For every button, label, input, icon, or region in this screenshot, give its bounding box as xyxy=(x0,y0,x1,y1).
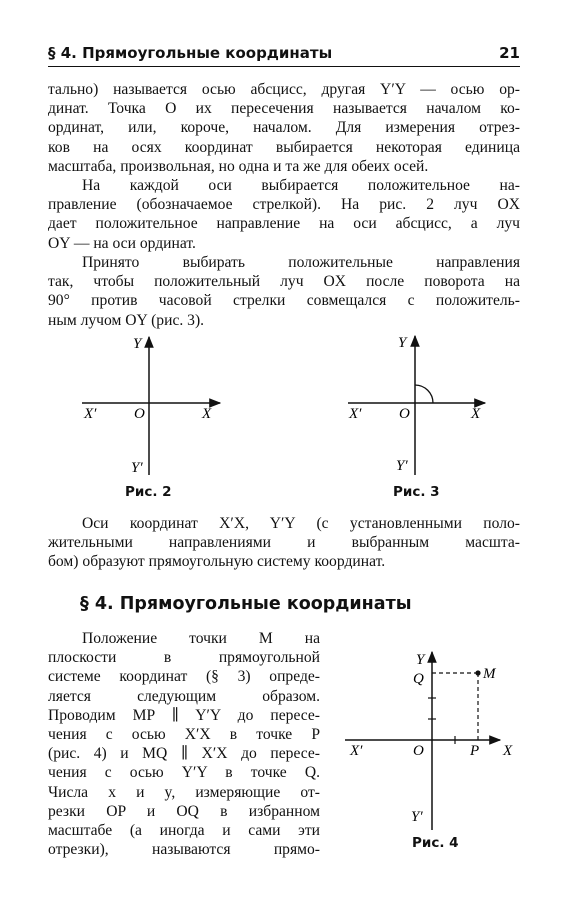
text-line: Числа x и y, измеряющие от- xyxy=(48,783,320,801)
text-line: дает положительное направление на оси абсцисс, а луч xyxy=(48,215,520,233)
text-line: Проводим MP ∥ Y′Y до пересе- xyxy=(48,706,320,724)
text-line: системе координат (§ 3) опреде- xyxy=(48,668,320,686)
origin-label: O xyxy=(399,406,410,422)
axis-label-x-prime: X′ xyxy=(84,406,97,422)
running-header-title: § 4. Прямоугольные координаты xyxy=(48,44,333,62)
text-line: На каждой оси выбирается положительное на- xyxy=(82,177,520,194)
paragraph-rotation-rule xyxy=(48,253,520,330)
paragraph-coordinate-system xyxy=(48,514,520,572)
point-label-q: Q xyxy=(413,671,424,687)
paragraph-axes-definition xyxy=(48,80,520,176)
text-line: (рис. 4) и MQ ∥ X′X до пересе- xyxy=(48,745,320,763)
axis-label-x: X xyxy=(202,406,212,422)
axis-label-y-prime: Y′ xyxy=(131,460,143,476)
point-label-p: P xyxy=(470,743,480,759)
text-line: Положение точки M на xyxy=(82,630,320,647)
text-line: ординат, или, короче, началом. Для измерения отрез- xyxy=(48,119,520,137)
running-header xyxy=(48,44,520,67)
page-number: 21 xyxy=(499,44,520,62)
axis-label-y: Y xyxy=(416,652,425,668)
figure-2-caption: Рис. 2 xyxy=(125,484,172,500)
text-line: ным лучом OY (рис. 3). xyxy=(48,311,205,329)
axis-label-y-prime: Y′ xyxy=(396,458,408,474)
axis-label-y-prime: Y′ xyxy=(411,809,423,825)
axis-label-x: X xyxy=(471,406,481,422)
text-line: тально) называется осью абсцисс, другая Y′Y — осью ор- xyxy=(48,81,520,98)
origin-label: O xyxy=(413,743,424,759)
text-line: плоскости в прямоугольной xyxy=(48,649,320,667)
text-line: чения с осью Y′Y в точке Q. xyxy=(48,764,320,782)
paragraph-positive-direction xyxy=(48,176,520,253)
origin-label: O xyxy=(134,406,145,422)
y-axis-ticks xyxy=(428,698,436,719)
text-line: резки OP и OQ в избранном xyxy=(48,802,320,820)
text-line: масштаба, произвольная, но одна и та же для обеих осей. xyxy=(48,157,429,175)
text-line: ков на осях координат выбирается некоторая единица xyxy=(48,138,520,156)
text-line: чения с осью X′X в точке P xyxy=(48,726,320,744)
text-line: правление (обозначаемое стрелкой). На рис. 2 луч OX xyxy=(48,196,520,214)
section-heading: § 4. Прямоугольные координаты xyxy=(80,594,412,614)
text-line: отрезки), называются прямо- xyxy=(48,841,320,859)
paragraph-point-position xyxy=(48,629,320,859)
axis-label-x-prime: X′ xyxy=(349,406,362,422)
text-line: Оси координат X′X, Y′Y (с установленными поло- xyxy=(82,515,520,532)
axis-label-y: Y xyxy=(398,335,407,351)
text-line: ляется следующим образом. xyxy=(48,687,320,705)
axis-label-y: Y xyxy=(133,336,142,352)
point-label-m: M xyxy=(483,666,496,682)
text-line: так, чтобы положительный луч OX после поворота на xyxy=(48,273,520,291)
axis-label-x: X xyxy=(503,743,513,759)
axis-label-x-prime: X′ xyxy=(350,743,363,759)
figure-4-caption: Рис. 4 xyxy=(412,835,459,851)
text-line: OY — на оси ординат. xyxy=(48,234,196,252)
text-line: жительными направлениями и выбранным масшта- xyxy=(48,534,520,552)
text-line: динат. Точка O их пересечения называется началом ко- xyxy=(48,100,520,118)
rotation-arc xyxy=(415,385,433,403)
figure-3-caption: Рис. 3 xyxy=(393,484,440,500)
text-line: 90° против часовой стрелки совмещался с положитель- xyxy=(48,292,520,310)
text-line: масштабе (а иногда и сами эти xyxy=(48,822,320,840)
text-line: бом) образуют прямоугольную систему координат. xyxy=(48,553,386,571)
point-m xyxy=(475,670,480,675)
text-line: Принято выбирать положительные направления xyxy=(82,254,520,271)
